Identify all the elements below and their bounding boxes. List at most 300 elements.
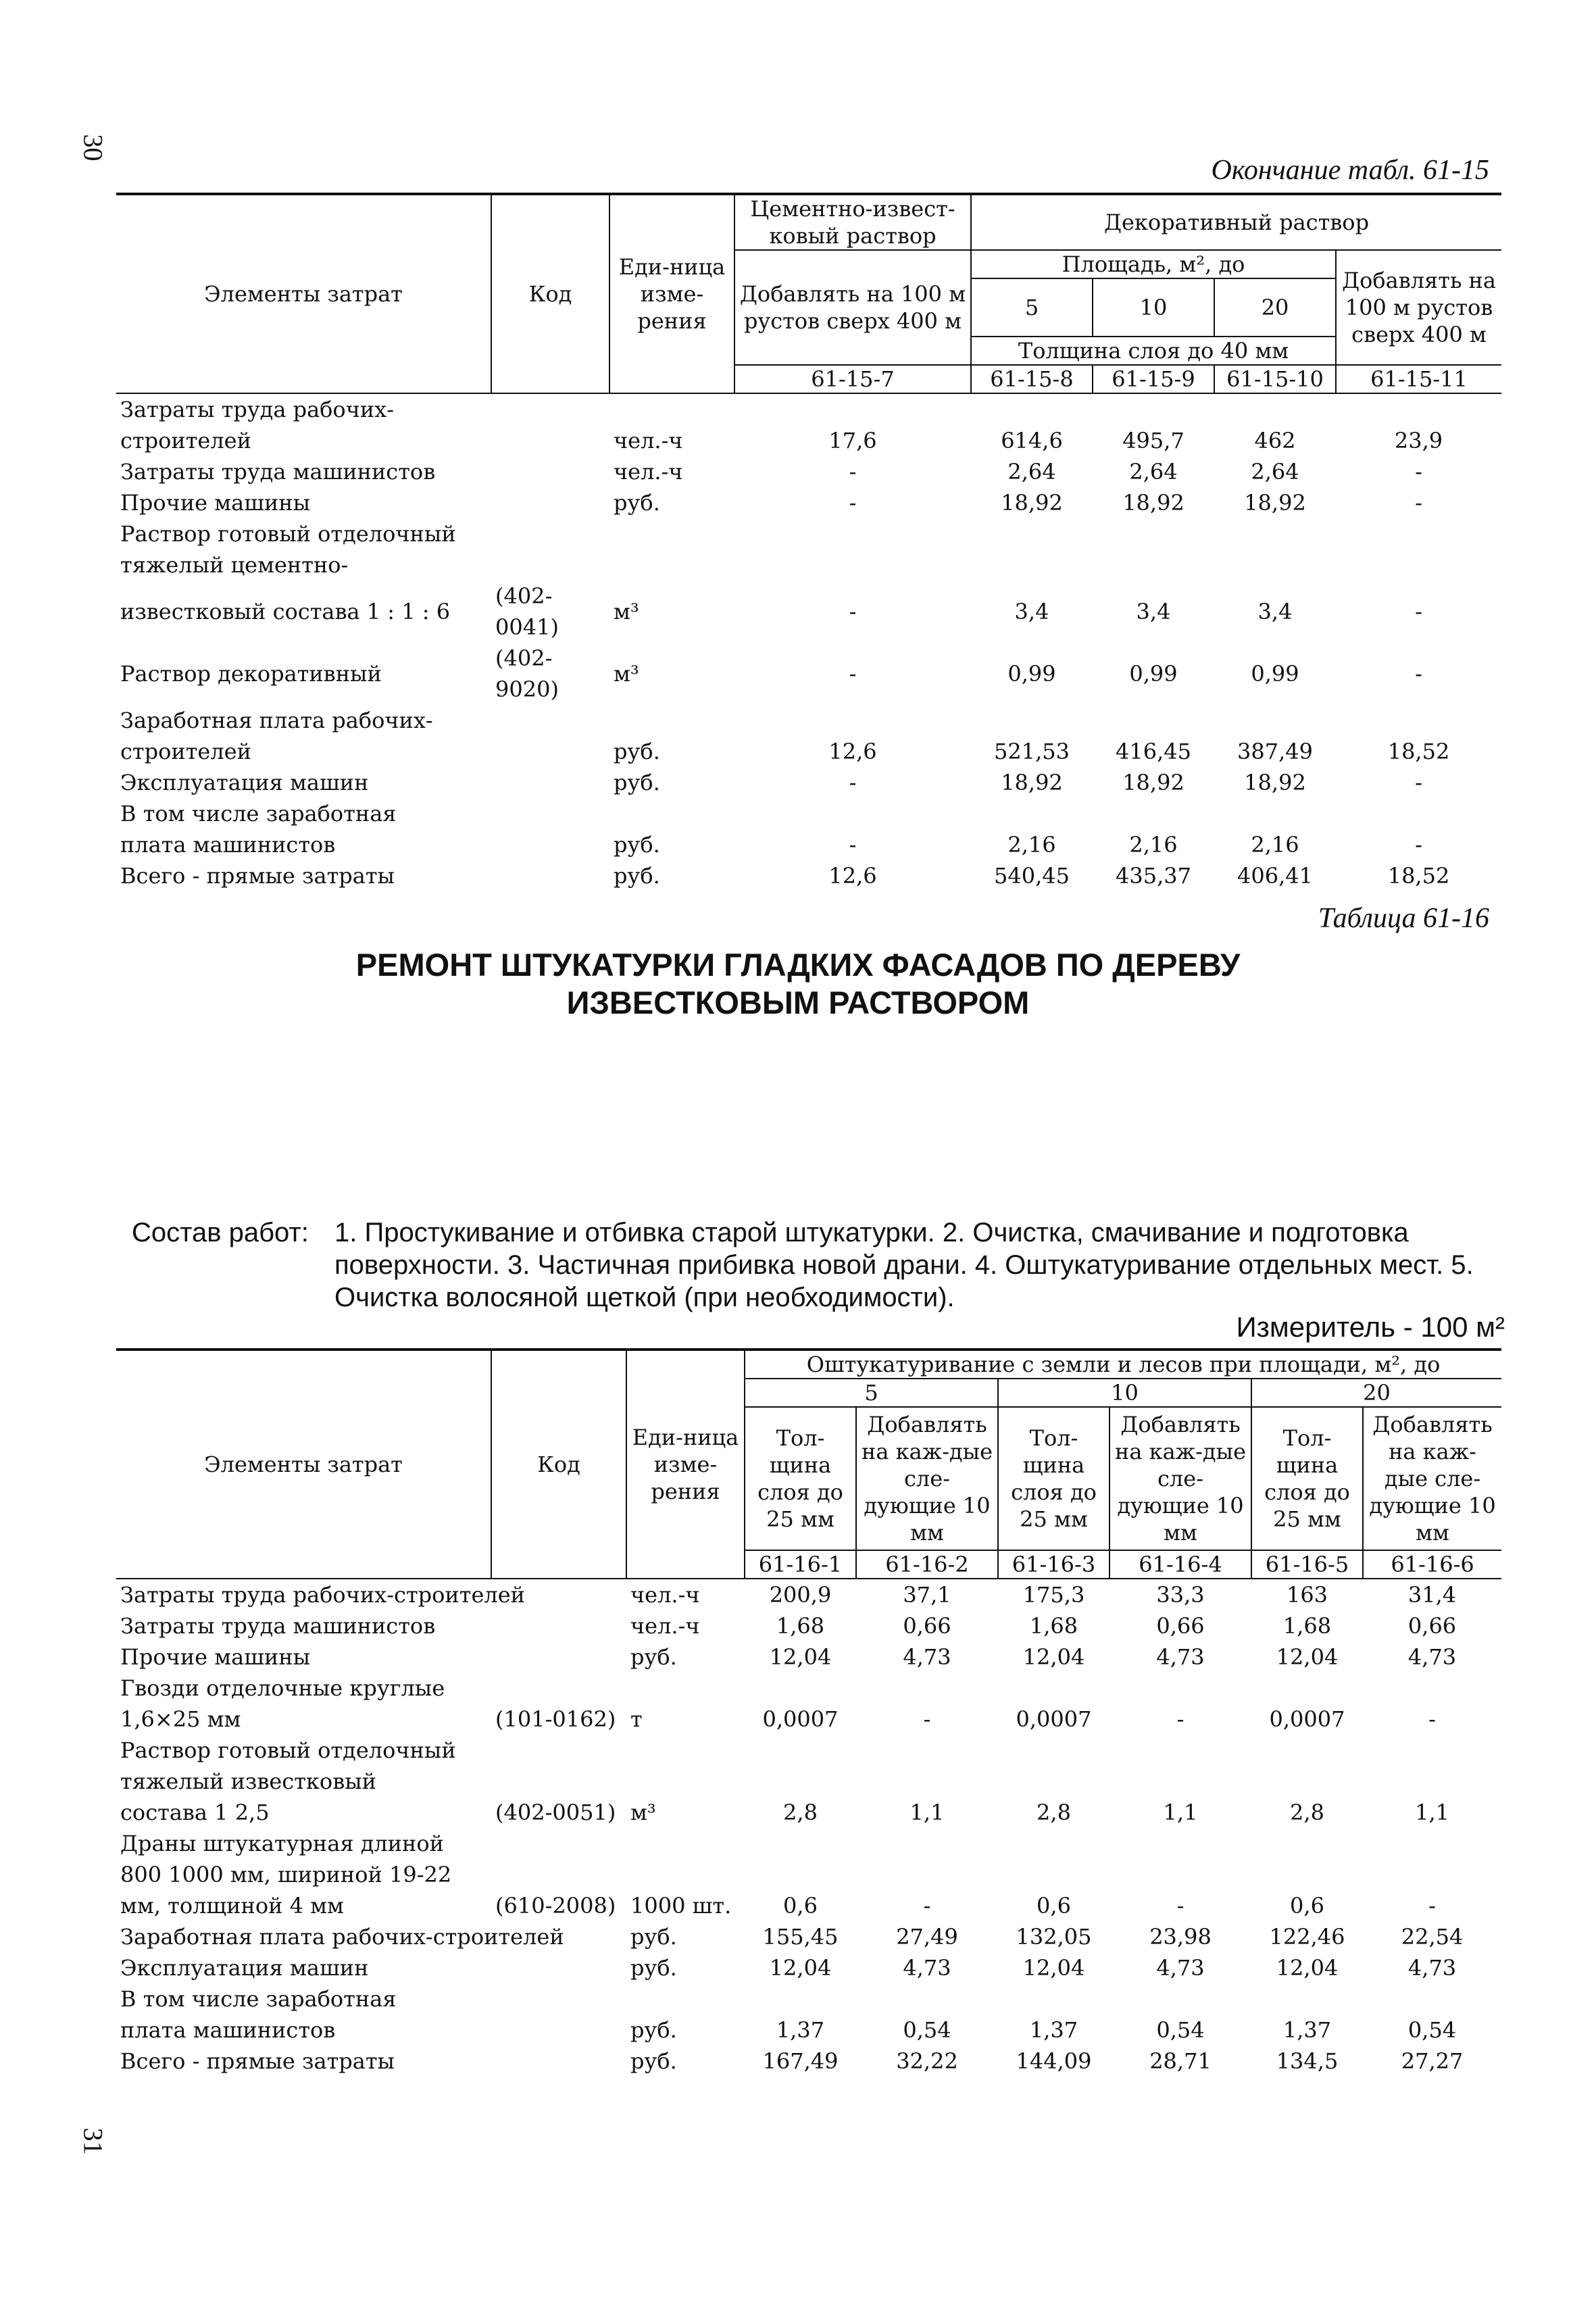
row-name: В том числе заработная [120,1986,397,2012]
row-unit [609,393,734,425]
row-code [491,2014,626,2046]
row-name: плата машинистов [120,2017,336,2043]
row-value [998,1859,1109,1890]
row-name: тяжелый известковый [120,1769,376,1794]
row-code [491,736,609,767]
row-value [745,1735,856,1766]
row-name: Раствор декоративный [120,661,382,687]
row-name: известковый состава 1 : 1 : 6 [120,599,451,624]
row-name: Эксплуатация машин [120,1955,369,1981]
row-value: - [923,1893,931,1919]
row-value [1093,549,1214,580]
row-value [745,1766,856,1797]
table-row [116,425,1501,456]
table-row [116,1735,1501,1766]
row-value [971,798,1093,829]
row-value [1093,393,1214,425]
row-value: 0,54 [1156,2017,1205,2043]
row-value: 37,1 [903,1582,951,1608]
section-title-line2: ИЗВЕСТКОВЫМ РАСТВОРОМ [566,985,1030,1020]
row-unit: руб. [614,863,660,889]
row-code [491,1828,626,1859]
row-value [1363,1673,1501,1704]
row-value [1251,1673,1363,1704]
row-name: Всего - прямые затраты [120,2048,395,2074]
row-name: Прочие машины [120,490,311,516]
row-value: - [1415,459,1422,485]
row-value: 0,0007 [1016,1706,1092,1732]
row-value: 18,92 [1122,770,1184,795]
header-area-20: 20 [1214,278,1336,337]
row-value [1363,1735,1501,1766]
row-name: Гвозди отделочные круглые [120,1675,445,1701]
code-cell: 61-16-4 [1109,1550,1251,1579]
row-unit: м³ [614,661,639,687]
row-value [856,1735,998,1766]
table-row [116,518,1501,549]
page-number-bottom: 31 [78,2127,109,2155]
header-unit: Еди-ница изме-рения [626,1350,745,1579]
row-value: 33,3 [1156,1582,1205,1608]
row-value [734,549,971,580]
row-value: 435,37 [1116,863,1191,889]
row-value: 0,6 [783,1893,818,1919]
row-value [998,1673,1109,1704]
row-value: - [1415,770,1422,795]
row-unit: руб. [614,490,660,516]
row-value: 12,04 [1022,1644,1085,1670]
row-value [998,1983,1109,2014]
row-unit: м³ [614,599,639,624]
row-name: плата машинистов [120,832,336,858]
header-add-10mm: Добавлять на каж-дые сле-дующие 10 мм [1363,1407,1501,1550]
row-value [734,705,971,736]
row-value: 1,68 [1282,1613,1332,1639]
row-name: 1,6×25 мм [120,1706,241,1732]
header-thickness: Тол-щина слоя до 25 мм [998,1407,1109,1550]
code-cell: 61-15-10 [1214,365,1336,393]
row-name: 800 1000 мм, шириной 19-22 [120,1862,452,1887]
row-code [491,860,609,891]
table-row [116,705,1501,736]
row-value: 12,6 [828,739,877,764]
row-value: 0,54 [903,2017,951,2043]
row-code: (402-0041) [495,583,559,640]
row-value: 416,45 [1116,739,1191,764]
row-value: 3,4 [1014,599,1049,624]
header-thickness: Тол-щина слоя до 25 мм [745,1407,856,1550]
row-value: 18,92 [1122,490,1184,516]
row-value: 1,68 [776,1613,825,1639]
table-row [116,1890,1501,1921]
row-value: 18,92 [1244,770,1306,795]
row-value [745,1983,856,2014]
row-code: (402-9020) [495,645,559,702]
row-name: В том числе заработная [120,801,397,826]
row-code [491,518,609,549]
measure-unit: Измеритель - 100 м² [1236,1311,1505,1343]
row-value: 12,04 [1276,1644,1339,1670]
row-name: Прочие машины [120,1644,311,1670]
row-unit [626,1735,745,1766]
row-value [1214,549,1336,580]
row-code: (610-2008) [495,1893,616,1919]
table-row [116,736,1501,767]
row-unit [609,518,734,549]
row-value: 1,37 [776,2017,825,2043]
row-value: 495,7 [1122,428,1184,453]
table-body [116,1579,1501,2077]
row-unit: чел.-ч [630,1582,700,1608]
page-number-top: 30 [78,134,109,162]
row-value [734,798,971,829]
row-code [491,1673,626,1704]
code-cell: 61-15-7 [734,365,971,393]
row-value [734,393,971,425]
row-value: 0,66 [903,1613,951,1639]
table-row [116,1766,1501,1797]
row-name: строителей [120,739,251,764]
row-value: 27,27 [1401,2048,1464,2074]
header-elements: Элементы затрат [116,194,491,393]
work-composition-text: 1. Простукивание и отбивка старой штукатурки. 2. Очистка, смачивание и подготовка поверхности. 3. Частичная прибивка новой драни. 4. Оштукатуривание отдельных мест. 5. Очистка волосяной щеткой (при необходимости). [334,1218,1474,1312]
row-unit: чел.-ч [614,459,683,485]
row-name: Заработная плата рабочих- [120,708,433,733]
row-value [971,549,1093,580]
row-value [1214,705,1336,736]
row-value: 614,6 [1001,428,1063,453]
row-name: Затраты труда машинистов [120,459,436,485]
header-area-5: 5 [971,278,1093,337]
row-value [856,1983,998,2014]
header-plastering-group: Оштукатуривание с земли и лесов при площади, м², до [745,1350,1501,1379]
row-value: 0,54 [1407,2017,1457,2043]
row-code [491,1610,626,1641]
table-row [116,1828,1501,1859]
row-value [1251,1859,1363,1890]
row-unit: руб. [630,1924,677,1950]
row-value [1363,1828,1501,1859]
row-value: 155,45 [762,1924,839,1950]
table-row [116,1797,1501,1828]
row-unit [626,1766,745,1797]
row-code [491,1859,626,1890]
header-thickness: Тол-щина слоя до 25 мм [1251,1407,1363,1550]
row-value: 4,73 [1407,1644,1457,1670]
row-value: 2,64 [1007,459,1056,485]
row-value: 18,92 [1244,490,1306,516]
row-code [491,767,609,798]
table-row [116,487,1501,518]
row-value: - [1176,1893,1184,1919]
row-value: 22,54 [1401,1924,1464,1950]
row-code [491,798,609,829]
row-name: Затраты труда машинистов [120,1613,436,1639]
row-unit [609,705,734,736]
row-value: - [1428,1706,1436,1732]
table-caption: Таблица 61-16 [1318,903,1489,934]
row-value: 12,04 [769,1644,832,1670]
row-value: 0,6 [1290,1893,1324,1919]
row-code [491,1952,626,1983]
row-name: мм, толщиной 4 мм [120,1893,344,1919]
row-value: - [1415,490,1422,516]
row-value [1363,1983,1501,2014]
table-row [116,1641,1501,1673]
code-cell: 61-16-3 [998,1550,1109,1579]
header-unit: Еди-ница изме-рения [609,194,734,393]
row-value: 18,52 [1387,739,1450,764]
row-value [1363,1859,1501,1890]
row-unit [626,1859,745,1890]
row-value [1251,1766,1363,1797]
row-value: 2,16 [1007,832,1056,858]
row-value [971,518,1093,549]
row-code [491,549,609,580]
row-value: 540,45 [994,863,1070,889]
table-row [116,2046,1501,2077]
row-value: 387,49 [1237,739,1313,764]
row-name: Раствор готовый отделочный [120,1737,456,1763]
table-row [116,798,1501,829]
row-name: Эксплуатация машин [120,770,369,795]
row-value: 0,66 [1156,1613,1205,1639]
header-thickness: Толщина слоя до 40 мм [971,337,1336,365]
row-value: - [1176,1706,1184,1732]
row-value [1336,518,1501,549]
row-value: 2,8 [1037,1800,1071,1825]
row-value: 12,04 [1022,1955,1085,1981]
row-value: 0,99 [1251,661,1299,687]
table-61-15-end [116,193,1501,891]
row-value: 0,99 [1129,661,1178,687]
row-code [491,487,609,518]
row-value: 28,71 [1149,2048,1212,2074]
header-add-10mm: Добавлять на каж-дые сле-дующие 10 мм [1109,1407,1251,1550]
row-unit: м³ [630,1800,656,1825]
row-unit [626,1673,745,1704]
table-row [116,767,1501,798]
row-value: 132,05 [1016,1924,1092,1950]
row-value: 0,66 [1407,1613,1457,1639]
row-name: Заработная плата рабочих-строителей [120,1924,564,1950]
row-value [1336,798,1501,829]
row-value [1214,798,1336,829]
row-code [491,1983,626,2014]
row-value: 2,16 [1129,832,1178,858]
header-code: Код [491,194,609,393]
code-cell: 61-15-11 [1336,365,1501,393]
row-value: 27,49 [896,1924,958,1950]
row-unit: руб. [630,1955,677,1981]
row-value: 2,8 [783,1800,818,1825]
table-row [116,1921,1501,1952]
row-value: 167,49 [762,2048,839,2074]
row-unit: руб. [630,2017,677,2043]
row-value [1363,1766,1501,1797]
row-value: 32,22 [896,2048,958,2074]
row-value [734,518,971,549]
row-value [998,1828,1109,1859]
row-unit: руб. [614,832,660,858]
row-value: 18,92 [1001,770,1063,795]
row-code: (101-0162) [495,1706,616,1732]
row-value [1109,1828,1251,1859]
row-value: 175,3 [1022,1582,1085,1608]
row-value: 521,53 [994,739,1070,764]
header-decorative-mortar: Декоративный раствор [971,194,1501,250]
row-name: строителей [120,428,251,453]
row-unit [626,1828,745,1859]
row-unit: руб. [614,739,660,764]
row-value [1251,1828,1363,1859]
row-value: 122,46 [1269,1924,1345,1950]
row-value [971,393,1093,425]
row-value: 1,1 [1415,1800,1449,1825]
row-value [1109,1983,1251,2014]
row-code [491,393,609,425]
row-code: (402-0051) [495,1800,616,1825]
row-value [856,1766,998,1797]
row-value: - [1428,1893,1436,1919]
row-value [1214,393,1336,425]
header-area-5: 5 [745,1379,998,1407]
row-value [1336,705,1501,736]
table-row [116,1579,1501,1610]
row-value [1093,518,1214,549]
header-elements: Элементы затрат [116,1350,491,1579]
row-value: - [849,490,857,516]
header-add-100: Добавлять на 100 м рустов сверх 400 м [734,250,971,365]
row-value [1336,393,1501,425]
header-code: Код [491,1350,626,1579]
row-value: 1,37 [1282,2017,1332,2043]
row-name: Раствор готовый отделочный [120,521,456,547]
row-value [998,1766,1109,1797]
row-unit [609,798,734,829]
row-value: 4,73 [1156,1955,1205,1981]
row-value [1109,1766,1251,1797]
row-value [1214,518,1336,549]
row-value [1109,1673,1251,1704]
row-value [856,1673,998,1704]
row-unit: 1000 шт. [630,1893,732,1919]
row-value: 3,4 [1136,599,1171,624]
row-value [1336,549,1501,580]
row-value [1251,1735,1363,1766]
table-row [116,2014,1501,2046]
row-name: Затраты труда рабочих-строителей [120,1582,525,1608]
table-row [116,643,1501,705]
table-row [116,1952,1501,1983]
header-cement-mortar: Цементно-извест-ковый раствор [734,194,971,250]
row-unit: руб. [614,770,660,795]
row-code [491,2046,626,2077]
row-value: 31,4 [1407,1582,1457,1608]
row-code [491,456,609,487]
row-unit [609,549,734,580]
row-value [1251,1983,1363,2014]
row-value: 1,37 [1029,2017,1078,2043]
row-code [491,425,609,456]
row-value [1093,705,1214,736]
row-value: 17,6 [828,428,877,453]
row-value: 4,73 [903,1644,951,1670]
table-row [116,393,1501,425]
table-61-16 [116,1348,1501,2077]
table-row [116,1859,1501,1890]
row-value [1109,1859,1251,1890]
row-unit: руб. [630,2048,677,2074]
row-code [491,829,609,860]
row-value: 2,16 [1251,832,1299,858]
row-value: 200,9 [769,1582,832,1608]
work-composition-label: Состав работ: [132,1218,309,1247]
table-continuation-caption: Окончание табл. 61-15 [1211,155,1489,186]
table-row [116,1704,1501,1735]
row-value: 2,64 [1129,459,1178,485]
table-row [116,829,1501,860]
table-row [116,1673,1501,1704]
row-value [856,1828,998,1859]
row-value: - [849,599,857,624]
code-cell: 61-16-1 [745,1550,856,1579]
table-row [116,1610,1501,1641]
row-value: 2,64 [1251,459,1299,485]
code-cell: 61-16-6 [1363,1550,1501,1579]
row-value: 18,52 [1387,863,1450,889]
table-body [116,393,1501,891]
table-row [116,580,1501,643]
section-title-line1: РЕМОНТ ШТУКАТУРКИ ГЛАДКИХ ФАСАДОВ ПО ДЕРЕВУ [355,947,1241,983]
row-code [491,705,609,736]
code-cell: 61-15-9 [1093,365,1214,393]
header-add-10mm: Добавлять на каж-дые сле-дующие 10 мм [856,1407,998,1550]
code-cell: 61-16-5 [1251,1550,1363,1579]
row-name: Драны штукатурная длиной [120,1831,444,1856]
header-area-20: 20 [1251,1379,1501,1407]
row-value: 462 [1254,428,1296,453]
table-row [116,456,1501,487]
row-name: Всего - прямые затраты [120,863,395,889]
row-value [856,1859,998,1890]
row-value: 2,8 [1290,1800,1324,1825]
header-add-100-b: Добавлять на 100 м рустов сверх 400 м [1336,250,1501,365]
row-value: - [849,770,857,795]
row-value: - [849,459,857,485]
row-value: 3,4 [1257,599,1293,624]
row-value: - [1415,832,1422,858]
header-area-10: 10 [1093,278,1214,337]
header-area-10: 10 [998,1379,1251,1407]
row-name: тяжелый цементно- [120,552,349,578]
row-value: - [849,832,857,858]
row-value: 1,1 [1163,1800,1198,1825]
row-value [1109,1735,1251,1766]
row-value: - [1415,599,1422,624]
row-value: 1,1 [909,1800,945,1825]
row-unit: чел.-ч [614,428,683,453]
row-value: 0,0007 [1269,1706,1345,1732]
row-value [998,1735,1109,1766]
row-value: 4,73 [1156,1644,1205,1670]
row-value: 4,73 [1407,1955,1457,1981]
row-value: 1,68 [1029,1613,1078,1639]
row-value: 23,98 [1149,1924,1212,1950]
row-value: 0,0007 [762,1706,839,1732]
row-unit: т [630,1706,643,1732]
row-unit: руб. [630,1644,677,1670]
